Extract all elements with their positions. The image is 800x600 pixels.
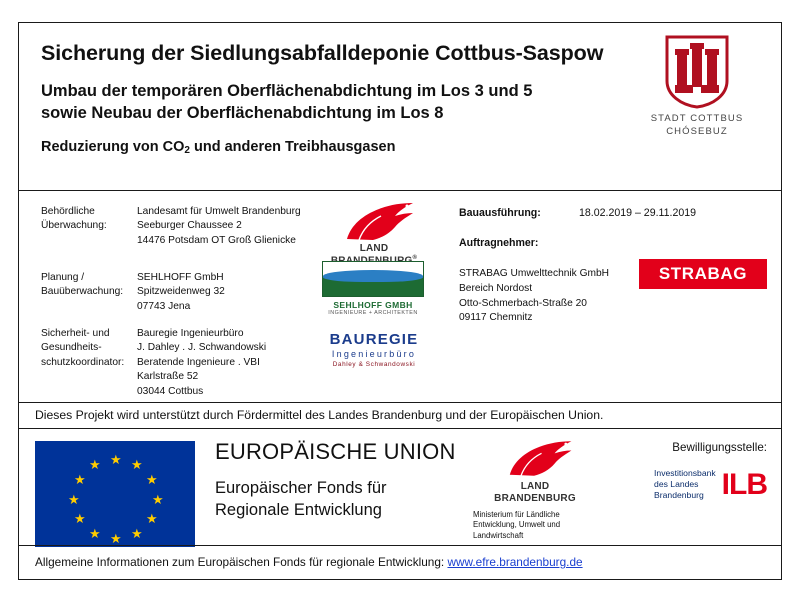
eu-subtitle-line-2: Regionale Entwicklung xyxy=(215,501,382,520)
eu-star: ★ xyxy=(152,492,164,507)
eu-star: ★ xyxy=(74,511,86,526)
cottbus-crest xyxy=(641,35,753,139)
ilb-wordmark: ILB xyxy=(721,467,767,501)
eu-subtitle-line-1: Europäischer Fonds für xyxy=(215,479,387,497)
party-value xyxy=(137,327,327,399)
page-title: Sicherung der Siedlungsabfalldeponie Cottbus-Saspow xyxy=(41,41,604,65)
parties-section xyxy=(19,191,781,403)
eu-star: ★ xyxy=(110,531,122,546)
footer-text: Allgemeine Informationen zum Europäischen Fonds für regionale Entwicklung: xyxy=(35,555,448,569)
lb-line-1: LAND xyxy=(520,481,550,492)
eu-star: ★ xyxy=(74,472,86,487)
crest-city: STADT COTTBUS xyxy=(650,113,744,124)
ilb-line: des Landes xyxy=(654,479,699,490)
eu-title: EUROPÄISCHE UNION xyxy=(215,439,456,464)
party-label xyxy=(41,205,133,234)
eu-star: ★ xyxy=(89,457,101,472)
party-label xyxy=(41,327,133,370)
subtitle-line-1: Umbau der temporären Oberflächenabdichtung im Los 3 und 5 xyxy=(41,81,533,100)
eu-subtitle xyxy=(215,477,456,522)
eu-titles xyxy=(215,439,456,522)
sehlhoff-wordmark: SEHLHOFF GMBH xyxy=(333,300,413,310)
ministry-line: Landwirtschaft xyxy=(473,530,524,540)
contractor-line: Bereich Nordost xyxy=(459,282,533,294)
parties-left-column xyxy=(19,191,439,402)
eu-flag-icon xyxy=(35,441,195,547)
co2-line xyxy=(41,139,761,155)
ilb-logo xyxy=(567,468,767,502)
execution-label: Bauausführung: xyxy=(459,207,541,219)
party-label xyxy=(41,271,133,300)
party-label-line: Behördliche xyxy=(41,206,95,217)
party-value-line: Beratende Ingenieure . VBI xyxy=(137,356,260,368)
ministry-line: Entwicklung, Umwelt und xyxy=(473,520,561,530)
contractor-line: Otto-Schmerbach-Straße 20 xyxy=(459,297,587,309)
party-value-line: Spitzweidenweg 32 xyxy=(137,286,225,298)
party-value xyxy=(137,205,327,248)
crest-caption xyxy=(641,113,753,139)
eu-star: ★ xyxy=(89,526,101,541)
party-value xyxy=(137,271,327,314)
party-label-line: Überwachung: xyxy=(41,220,107,232)
bauregie-partners: Dahley & Schwandowski xyxy=(332,361,416,368)
sehlhoff-logo xyxy=(315,261,431,316)
eu-star: ★ xyxy=(131,526,143,541)
party-value-line: Bauregie Ingenieurbüro xyxy=(137,328,244,339)
sehlhoff-wave-shape xyxy=(323,270,423,282)
party-value-line: 14476 Potsdam OT Groß Glienicke xyxy=(137,234,296,246)
lb-registered-mark: ® xyxy=(412,254,418,261)
co2-line-post: und anderen Treibhausgasen xyxy=(189,139,396,156)
co2-line-pre: Reduzierung von CO xyxy=(41,139,185,156)
granting-authority-label: Bewilligungsstelle: xyxy=(672,441,767,454)
land-brandenburg-logo xyxy=(319,199,429,267)
red-eagle-icon xyxy=(319,199,429,243)
execution-dates: 18.02.2019 – 29.11.2019 xyxy=(579,207,697,219)
party-label-line: Sicherheit- und xyxy=(41,328,110,339)
granting-authority xyxy=(567,441,767,502)
eu-star: ★ xyxy=(68,492,80,507)
header-section xyxy=(19,23,781,191)
eu-star: ★ xyxy=(110,452,122,467)
party-value-line: Karlstraße 52 xyxy=(137,371,199,383)
ilb-line: Brandenburg xyxy=(654,490,704,501)
ministry-line: Ministerium für Ländliche xyxy=(473,509,560,519)
party-value-line: 03044 Cottbus xyxy=(137,385,204,397)
party-label-line: Bauüberwachung: xyxy=(41,286,124,298)
execution-period xyxy=(459,207,697,219)
project-sign-board xyxy=(18,22,782,580)
party-label-line: Gesundheits- xyxy=(41,342,102,354)
contractor-line: STRABAG Umwelttechnik GmbH xyxy=(459,268,610,279)
crest-city-sorbian: CHÓSEBUZ xyxy=(666,125,728,137)
subtitle-block xyxy=(41,80,661,126)
co2-subscript: 2 xyxy=(184,145,190,157)
footer-info xyxy=(19,545,781,579)
eu-star: ★ xyxy=(146,472,158,487)
party-label-line: Planung / xyxy=(41,272,85,283)
contractor-label: Auftragnehmer: xyxy=(459,237,539,249)
lb-line-1: LAND xyxy=(359,243,389,254)
party-value-line: Seeburger Chaussee 2 xyxy=(137,220,242,232)
eu-star: ★ xyxy=(146,511,158,526)
bauregie-wordmark: BAUREGIE xyxy=(329,331,419,348)
ilb-line: Investitionsbank xyxy=(654,468,716,478)
party-value-line: J. Dahley . J. Schwandowski xyxy=(137,342,267,354)
funding-note: Dieses Projekt wird unterstützt durch Fördermittel des Landes Brandenburg und der Europäischen Union. xyxy=(19,403,781,429)
party-value-line: Landesamt für Umwelt Brandenburg xyxy=(137,206,301,217)
bauregie-tagline: Ingenieurbüro xyxy=(331,349,417,359)
execution-column xyxy=(439,191,781,402)
contractor-address xyxy=(459,267,609,326)
ministry-name xyxy=(471,510,599,542)
strabag-logo: STRABAG xyxy=(639,259,767,289)
eu-star: ★ xyxy=(131,457,143,472)
lb-line-2: BRANDENBURG xyxy=(494,492,576,504)
sehlhoff-tagline: INGENIEURE + ARCHITEKTEN xyxy=(328,310,418,316)
sehlhoff-mark-icon xyxy=(322,261,424,297)
party-value-line: SEHLHOFF GmbH xyxy=(137,272,224,283)
eu-section xyxy=(19,429,781,545)
efre-link[interactable]: www.efre.brandenburg.de xyxy=(447,555,583,569)
bauregie-logo xyxy=(309,331,439,368)
party-value-line: 07743 Jena xyxy=(137,300,191,312)
subtitle-line-2: sowie Neubau der Oberflächenabdichtung im Los 8 xyxy=(41,104,444,123)
ilb-name xyxy=(654,468,716,502)
party-label-line: schutzkoordinator: xyxy=(41,356,125,368)
crest-shield-icon xyxy=(665,35,729,109)
contractor-line: 09117 Chemnitz xyxy=(459,312,533,324)
